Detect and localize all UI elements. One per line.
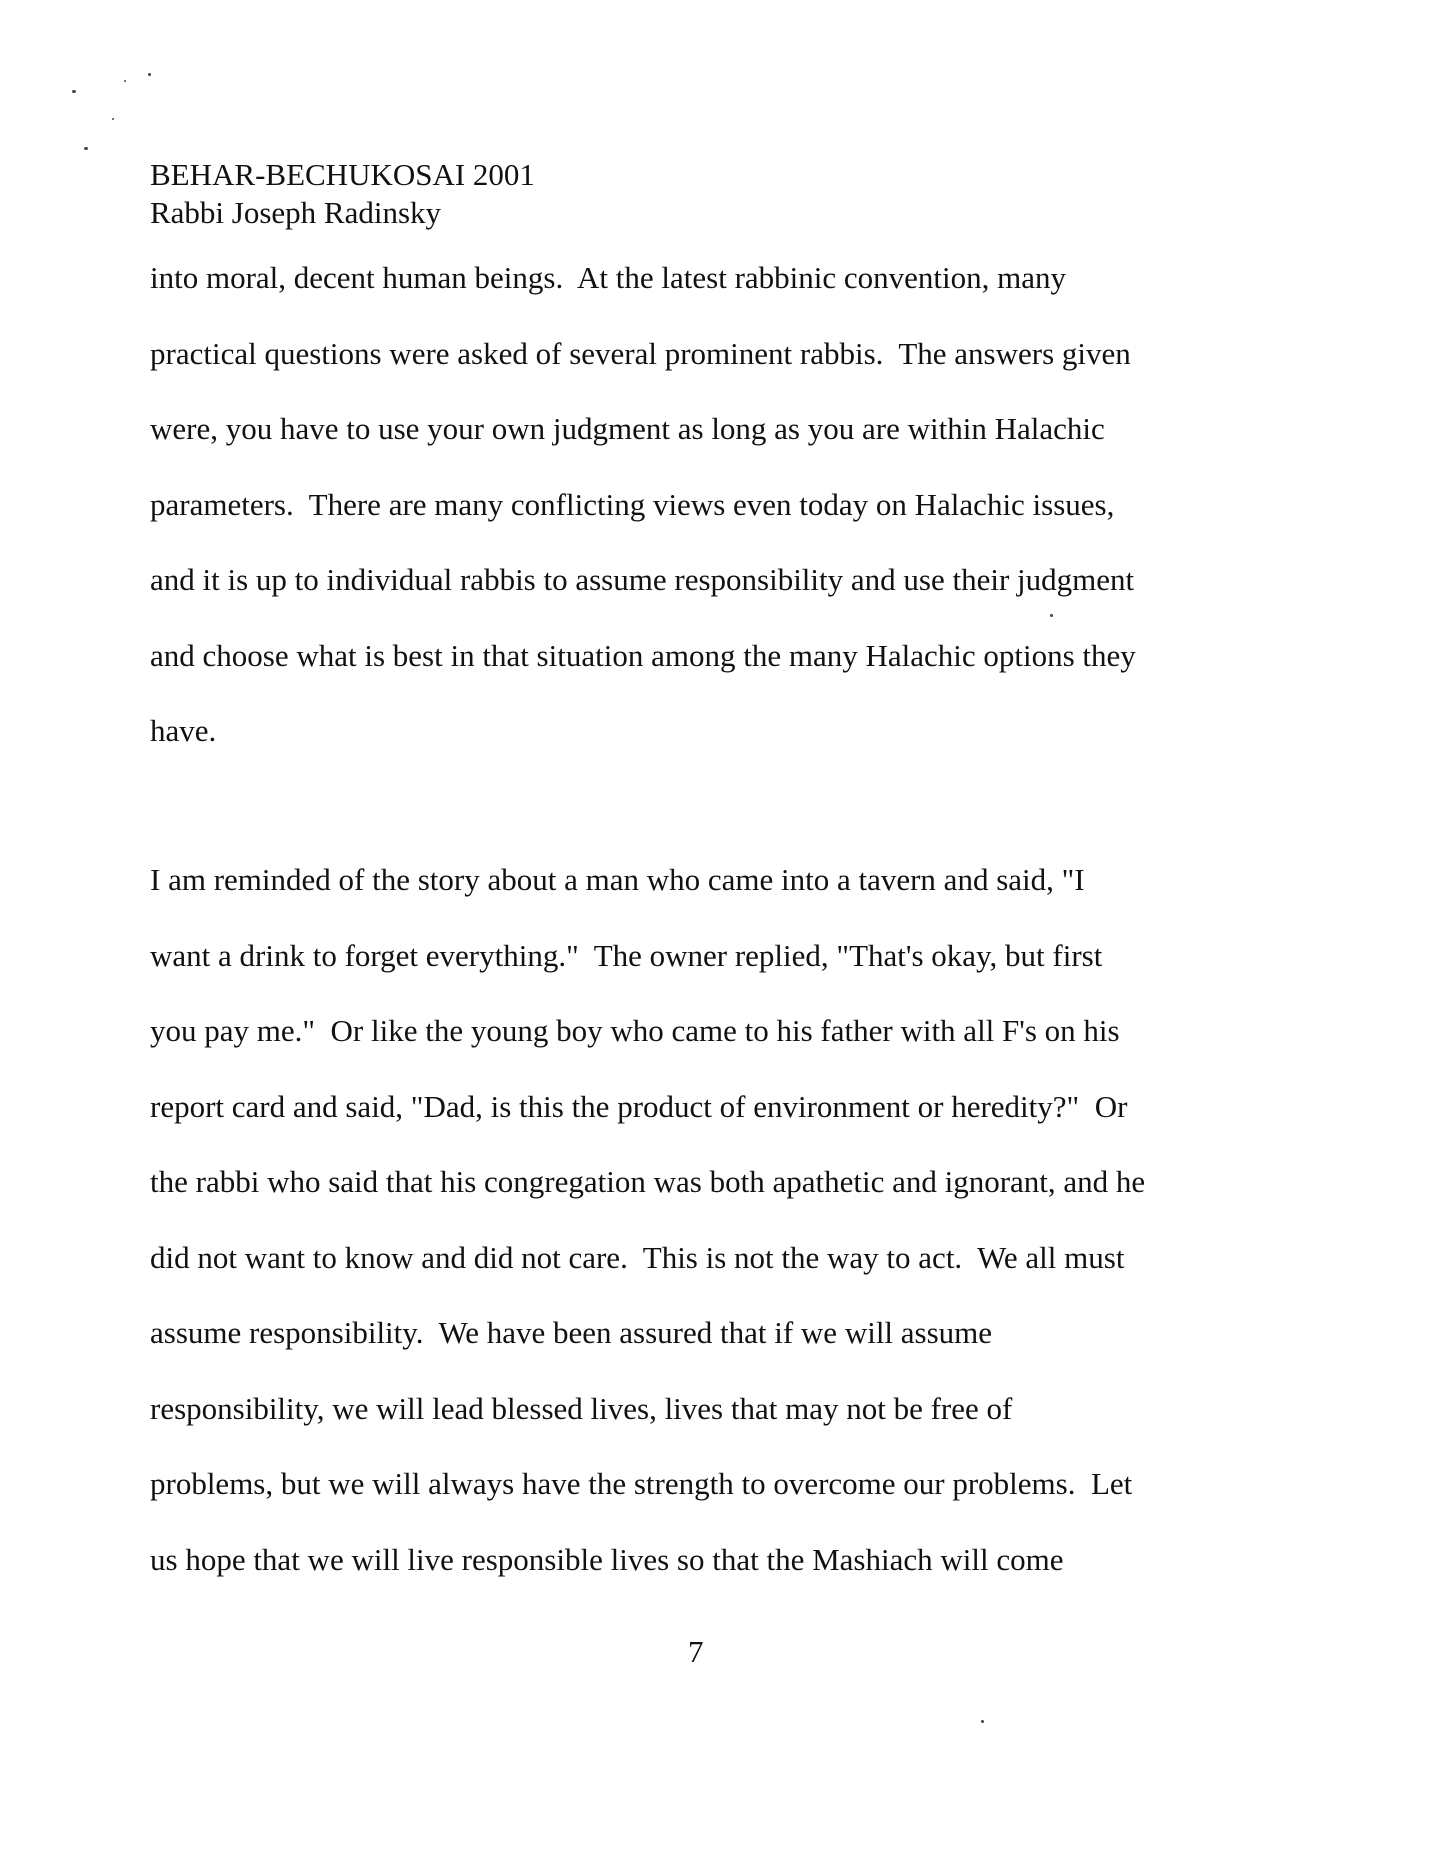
body-line: want a drink to forget everything." The owner replied, "That's okay, but first: [150, 938, 1103, 973]
body-line: and it is up to individual rabbis to assume responsibility and use their judgment: [150, 562, 1135, 597]
body-line: the rabbi who said that his congregation was both apathetic and ignorant, and he: [150, 1164, 1146, 1199]
scan-speck: [148, 73, 151, 76]
body-line: I am reminded of the story about a man who came into a tavern and said, "I: [150, 862, 1085, 897]
body-line: us hope that we will live responsible lives so that the Mashiach will come: [150, 1542, 1064, 1577]
body-line: assume responsibility. We have been assured that if we will assume: [150, 1315, 993, 1350]
document-header: [150, 156, 535, 232]
body-line: did not want to know and did not care. This is not the way to act. We all must: [150, 1240, 1125, 1275]
body-line: responsibility, we will lead blessed lives, lives that may not be free of: [150, 1391, 1013, 1426]
scan-speck: [84, 147, 88, 150]
document-title: BEHAR-BECHUKOSAI 2001: [150, 157, 535, 192]
body-line: were, you have to use your own judgment as long as you are within Halachic: [150, 411, 1105, 446]
document-author: Rabbi Joseph Radinsky: [150, 195, 442, 230]
scan-speck: [112, 118, 114, 120]
body-line: problems, but we will always have the strength to overcome our problems. Let: [150, 1466, 1133, 1501]
body-line: into moral, decent human beings. At the latest rabbinic convention, many: [150, 260, 1066, 295]
body-line: you pay me." Or like the young boy who came to his father with all F's on his: [150, 1013, 1120, 1048]
scan-speck: [981, 1720, 984, 1723]
scan-speck: [1050, 614, 1053, 617]
body-line: practical questions were asked of several prominent rabbis. The answers given: [150, 336, 1131, 371]
body-line: parameters. There are many conflicting views even today on Halachic issues,: [150, 487, 1115, 522]
scan-speck: [72, 90, 76, 93]
scan-speck: [124, 80, 126, 82]
body-line: report card and said, "Dad, is this the product of environment or heredity?" Or: [150, 1089, 1128, 1124]
page-number: 7: [688, 1634, 704, 1669]
body-line: have.: [150, 713, 217, 748]
body-line: and choose what is best in that situation among the many Halachic options they: [150, 638, 1136, 673]
